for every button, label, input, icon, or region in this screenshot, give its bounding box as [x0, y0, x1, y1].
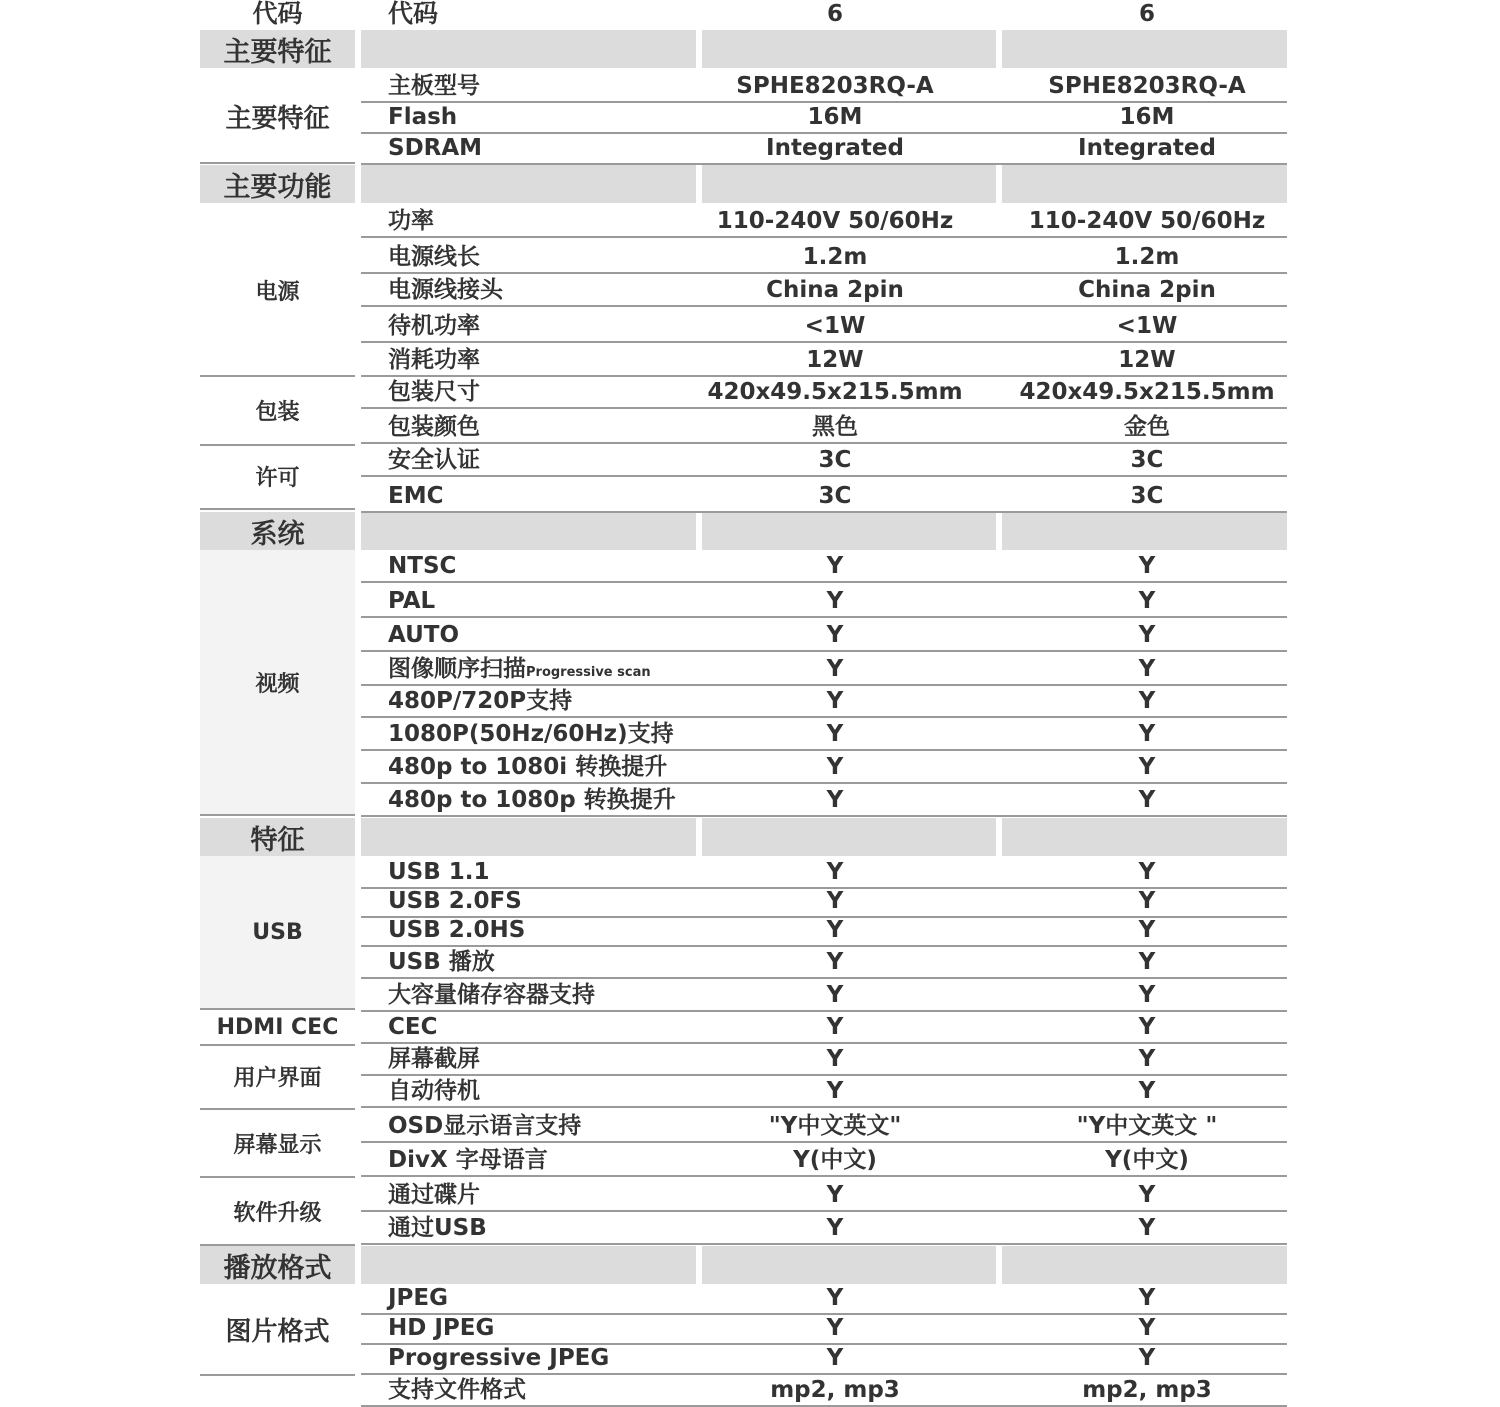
spec-value-model-2: Y: [1138, 1345, 1156, 1371]
section-band: [1002, 30, 1287, 68]
spec-label-text: 安全认证: [388, 447, 480, 473]
spec-value-model-1: Y: [826, 754, 844, 780]
spec-label: [388, 134, 482, 162]
spec-value-model-1: 110-240V 50/60Hz: [716, 208, 954, 234]
section-band: [361, 30, 696, 68]
spec-label: [388, 72, 480, 100]
spec-label-text: USB 2.0FS: [388, 888, 522, 914]
row-divider: [361, 1141, 1287, 1143]
spec-value-model-2: 12W: [1118, 347, 1176, 373]
category-cell: 图片格式: [225, 1316, 330, 1347]
spec-label: [388, 1045, 480, 1073]
row-divider: [361, 341, 1287, 343]
category-cell: USB: [200, 856, 355, 1008]
row-divider: [361, 511, 1287, 513]
spec-label-text: 主板型号: [388, 73, 480, 99]
row-divider: [361, 945, 1287, 947]
spec-label: [388, 1344, 609, 1372]
spec-value-model-1: <1W: [804, 313, 866, 339]
spec-value-model-1: China 2pin: [766, 277, 904, 303]
spec-label-text: 480p to 1080p 转换提升: [388, 787, 676, 813]
section-band: [702, 1246, 996, 1284]
spec-label-text: 通过USB: [388, 1215, 487, 1241]
spec-value-model-1: Y: [826, 721, 844, 747]
spec-value-model-1: 12W: [806, 347, 864, 373]
row-divider: [361, 1010, 1287, 1012]
spec-label: [388, 687, 572, 715]
spec-label-text: SDRAM: [388, 135, 483, 161]
spec-value-model-1: 1.2m: [802, 244, 868, 270]
section-band: [702, 30, 996, 68]
spec-value-model-2: 16M: [1119, 104, 1175, 130]
spec-label: [388, 621, 459, 649]
spec-label-text: USB 1.1: [388, 859, 490, 885]
row-divider: [361, 1373, 1287, 1375]
spec-label-text: DivX 字母语言: [388, 1147, 548, 1173]
spec-value-model-2: 420x49.5x215.5mm: [1019, 379, 1275, 405]
row-divider: [361, 1106, 1287, 1108]
spec-label: [388, 276, 503, 304]
spec-label: [388, 1181, 480, 1209]
spec-value-model-1: Y: [826, 1078, 844, 1104]
spec-label-text: HD JPEG: [388, 1315, 495, 1341]
spec-value-model-1: Y: [826, 622, 844, 648]
row-divider: [361, 305, 1287, 307]
spec-value-model-2: Y: [1138, 1315, 1156, 1341]
row-divider: [361, 272, 1287, 274]
spec-label-text: 1080P(50Hz/60Hz)支持: [388, 721, 674, 747]
spec-value-model-2: Y: [1138, 588, 1156, 614]
spec-label: [388, 482, 443, 510]
spec-value-model-1: 16M: [807, 104, 863, 130]
spec-label: [388, 1112, 581, 1140]
spec-label-text: PAL: [388, 588, 436, 614]
spec-value-model-2: 1.2m: [1114, 244, 1180, 270]
category-divider: [200, 162, 355, 164]
spec-label-text: AUTO: [388, 622, 460, 648]
spec-label-text: EMC: [388, 483, 444, 509]
spec-value-model-1: 3C: [818, 447, 852, 473]
spec-label: [388, 887, 522, 915]
row-divider: [361, 1210, 1287, 1212]
spec-value-model-2: Y: [1138, 1046, 1156, 1072]
spec-value-model-1: Y: [826, 553, 844, 579]
row-divider: [361, 977, 1287, 979]
spec-value-model-1: Y: [826, 1046, 844, 1072]
row-divider: [361, 716, 1287, 718]
row-divider: [361, 236, 1287, 238]
spec-label: [388, 587, 435, 615]
spec-label-text: 通过碟片: [388, 1182, 480, 1208]
row-divider: [361, 749, 1287, 751]
spec-label-text: 自动待机: [388, 1078, 480, 1104]
spec-label: [388, 981, 595, 1009]
spec-label-text: 480p to 1080i 转换提升: [388, 754, 668, 780]
spec-value-model-2: Y: [1138, 982, 1156, 1008]
spec-value-model-2: China 2pin: [1078, 277, 1216, 303]
section-band: [702, 512, 996, 550]
spec-label-suffix: Progressive scan: [526, 665, 651, 680]
row-divider: [361, 1074, 1287, 1076]
spec-label-text: 屏幕截屏: [388, 1046, 480, 1072]
spec-value-model-2: Y: [1138, 1182, 1156, 1208]
spec-label: [388, 1314, 494, 1342]
spec-value-model-2: SPHE8203RQ-A: [1048, 73, 1246, 99]
row-divider: [361, 815, 1287, 817]
category-cell: 电源: [255, 279, 300, 305]
spec-label-text: 包装颜色: [388, 414, 480, 440]
spec-value-model-1: Y: [826, 1215, 844, 1241]
spec-value-model-1: Y: [826, 588, 844, 614]
category-cell: 包装: [255, 399, 300, 425]
spec-label-text: 待机功率: [388, 313, 480, 339]
spec-label: [388, 720, 674, 748]
row-divider: [361, 650, 1287, 652]
spec-value-model-2: Y: [1138, 553, 1156, 579]
row-divider: [361, 782, 1287, 784]
section-title: 播放格式: [200, 1246, 355, 1284]
spec-label-text: Progressive JPEG: [388, 1345, 610, 1371]
spec-value-model-1: Y: [826, 1182, 844, 1208]
spec-value-model-2: Y: [1138, 787, 1156, 813]
section-band: [1002, 512, 1287, 550]
spec-value-model-1: Y: [826, 982, 844, 1008]
spec-label: [388, 346, 480, 374]
spec-value-model-1: "Y中文英文": [768, 1113, 902, 1139]
spec-label: [388, 1284, 448, 1312]
spec-value-model-1: 3C: [818, 483, 852, 509]
row-divider: [361, 163, 1287, 165]
spec-value-model-1: Y: [826, 1345, 844, 1371]
section-title: 特征: [200, 818, 355, 856]
row-divider: [361, 375, 1287, 377]
spec-value-model-1: Y: [826, 888, 844, 914]
spec-label-text: 图像顺序扫描: [388, 656, 526, 682]
spec-value-model-1: Y: [826, 949, 844, 975]
row-divider: [361, 1243, 1287, 1245]
spec-label-text: 消耗功率: [388, 347, 480, 373]
spec-value-model-1: SPHE8203RQ-A: [736, 73, 934, 99]
spec-label: [388, 552, 456, 580]
spec-label-text: NTSC: [388, 553, 457, 579]
spec-label: [388, 1146, 548, 1174]
spec-label-text: 大容量储存容器支持: [388, 982, 595, 1008]
spec-label: [388, 786, 676, 814]
section-title: 系统: [200, 512, 355, 550]
section-band: [361, 818, 696, 856]
row-divider: [361, 616, 1287, 618]
spec-value-model-1: Y: [826, 859, 844, 885]
spec-label-text: 支持文件格式: [388, 1377, 526, 1403]
header-model-2: 6: [1138, 1, 1155, 27]
section-band: [1002, 1246, 1287, 1284]
spec-value-model-2: Y: [1138, 622, 1156, 648]
spec-value-model-2: 110-240V 50/60Hz: [1028, 208, 1266, 234]
section-band: [361, 512, 696, 550]
row-divider: [361, 475, 1287, 477]
spec-value-model-2: Y: [1138, 917, 1156, 943]
spec-value-model-2: Y: [1138, 754, 1156, 780]
section-title: 主要特征: [200, 30, 355, 68]
spec-value-model-2: Y: [1138, 859, 1156, 885]
category-cell: 许可: [255, 465, 300, 491]
spec-value-model-1: Y: [826, 1315, 844, 1341]
spec-value-model-1: mp2, mp3: [770, 1377, 900, 1403]
spec-label: [388, 1077, 480, 1105]
spec-value-model-2: 金色: [1124, 414, 1170, 440]
section-band: [702, 818, 996, 856]
spec-value-model-2: Y: [1138, 1285, 1156, 1311]
spec-value-model-1: Integrated: [766, 135, 904, 161]
spec-value-model-2: Y: [1138, 1215, 1156, 1241]
spec-value-model-1: Y: [826, 787, 844, 813]
spec-label-text: USB 2.0HS: [388, 917, 526, 943]
spec-value-model-2: Integrated: [1078, 135, 1216, 161]
spec-label: [388, 916, 525, 944]
spec-label: [388, 1376, 526, 1404]
spec-label-text: CEC: [388, 1014, 438, 1040]
spec-value-model-2: 3C: [1130, 447, 1164, 473]
spec-value-model-2: Y: [1138, 949, 1156, 975]
category-divider: [200, 1374, 355, 1376]
spec-value-model-2: Y: [1138, 1014, 1156, 1040]
spec-value-model-1: Y: [826, 1285, 844, 1311]
category-cell: 屏幕显示: [233, 1132, 322, 1158]
spec-value-model-2: <1W: [1116, 313, 1178, 339]
spec-label: [388, 1013, 437, 1041]
spec-label: [388, 446, 480, 474]
spec-label: [388, 243, 480, 271]
section-band: [361, 1246, 696, 1284]
spec-label-text: Flash: [388, 104, 458, 130]
spec-label: [388, 753, 667, 781]
spec-label: [388, 948, 495, 976]
spec-value-model-2: Y: [1138, 688, 1156, 714]
row-divider: [361, 407, 1287, 409]
row-divider: [361, 1175, 1287, 1177]
spec-label-text: 包装尺寸: [388, 379, 480, 405]
spec-label-text: 480P/720P支持: [388, 688, 573, 714]
category-cell: 主要特征: [225, 103, 330, 134]
category-divider: [200, 508, 355, 510]
spec-value-model-2: mp2, mp3: [1082, 1377, 1212, 1403]
spec-label: [388, 1214, 487, 1242]
spec-value-model-2: Y: [1138, 656, 1156, 682]
spec-value-model-1: Y: [826, 688, 844, 714]
row-divider: [361, 684, 1287, 686]
spec-label: [388, 312, 480, 340]
spec-value-model-2: "Y中文英文 ": [1076, 1113, 1218, 1139]
section-band: [702, 165, 996, 203]
category-divider: [200, 1244, 355, 1246]
category-divider: [200, 814, 355, 816]
spec-label: [388, 378, 480, 406]
spec-label: [388, 103, 457, 131]
spec-value-model-1: Y: [826, 1014, 844, 1040]
section-band: [1002, 818, 1287, 856]
category-cell: 视频: [200, 550, 355, 814]
spec-label-text: 电源线接头: [388, 277, 503, 303]
spec-value-model-2: Y: [1138, 721, 1156, 747]
header-category: 代码: [252, 0, 303, 28]
spec-value-model-1: 420x49.5x215.5mm: [707, 379, 963, 405]
spec-value-model-1: 黑色: [812, 414, 858, 440]
spec-label: [388, 858, 490, 886]
spec-label-text: 电源线长: [388, 244, 480, 270]
spec-value-model-1: Y: [826, 917, 844, 943]
spec-label-text: OSD显示语言支持: [388, 1113, 582, 1139]
section-title: 主要功能: [200, 165, 355, 203]
spec-value-model-2: 3C: [1130, 483, 1164, 509]
row-divider: [361, 442, 1287, 444]
category-cell: HDMI CEC: [216, 1014, 339, 1040]
row-divider: [361, 1042, 1287, 1044]
spec-value-model-1: Y: [826, 656, 844, 682]
category-cell: 软件升级: [233, 1200, 322, 1226]
spec-label-text: 功率: [388, 208, 434, 234]
spec-label: [388, 655, 651, 687]
spec-label: [388, 207, 434, 235]
header-label: 代码: [388, 0, 439, 28]
section-band: [361, 165, 696, 203]
spec-value-model-2: Y: [1138, 1078, 1156, 1104]
spec-value-model-2: Y(中文): [1105, 1147, 1189, 1173]
category-cell: 用户界面: [233, 1065, 322, 1091]
spec-value-model-1: Y(中文): [793, 1147, 877, 1173]
header-model-1: 6: [826, 1, 843, 27]
spec-label-text: JPEG: [388, 1285, 449, 1311]
row-divider: [361, 581, 1287, 583]
spec-label-text: USB 播放: [388, 949, 495, 975]
section-band: [1002, 165, 1287, 203]
spec-label: [388, 413, 480, 441]
spec-value-model-2: Y: [1138, 888, 1156, 914]
